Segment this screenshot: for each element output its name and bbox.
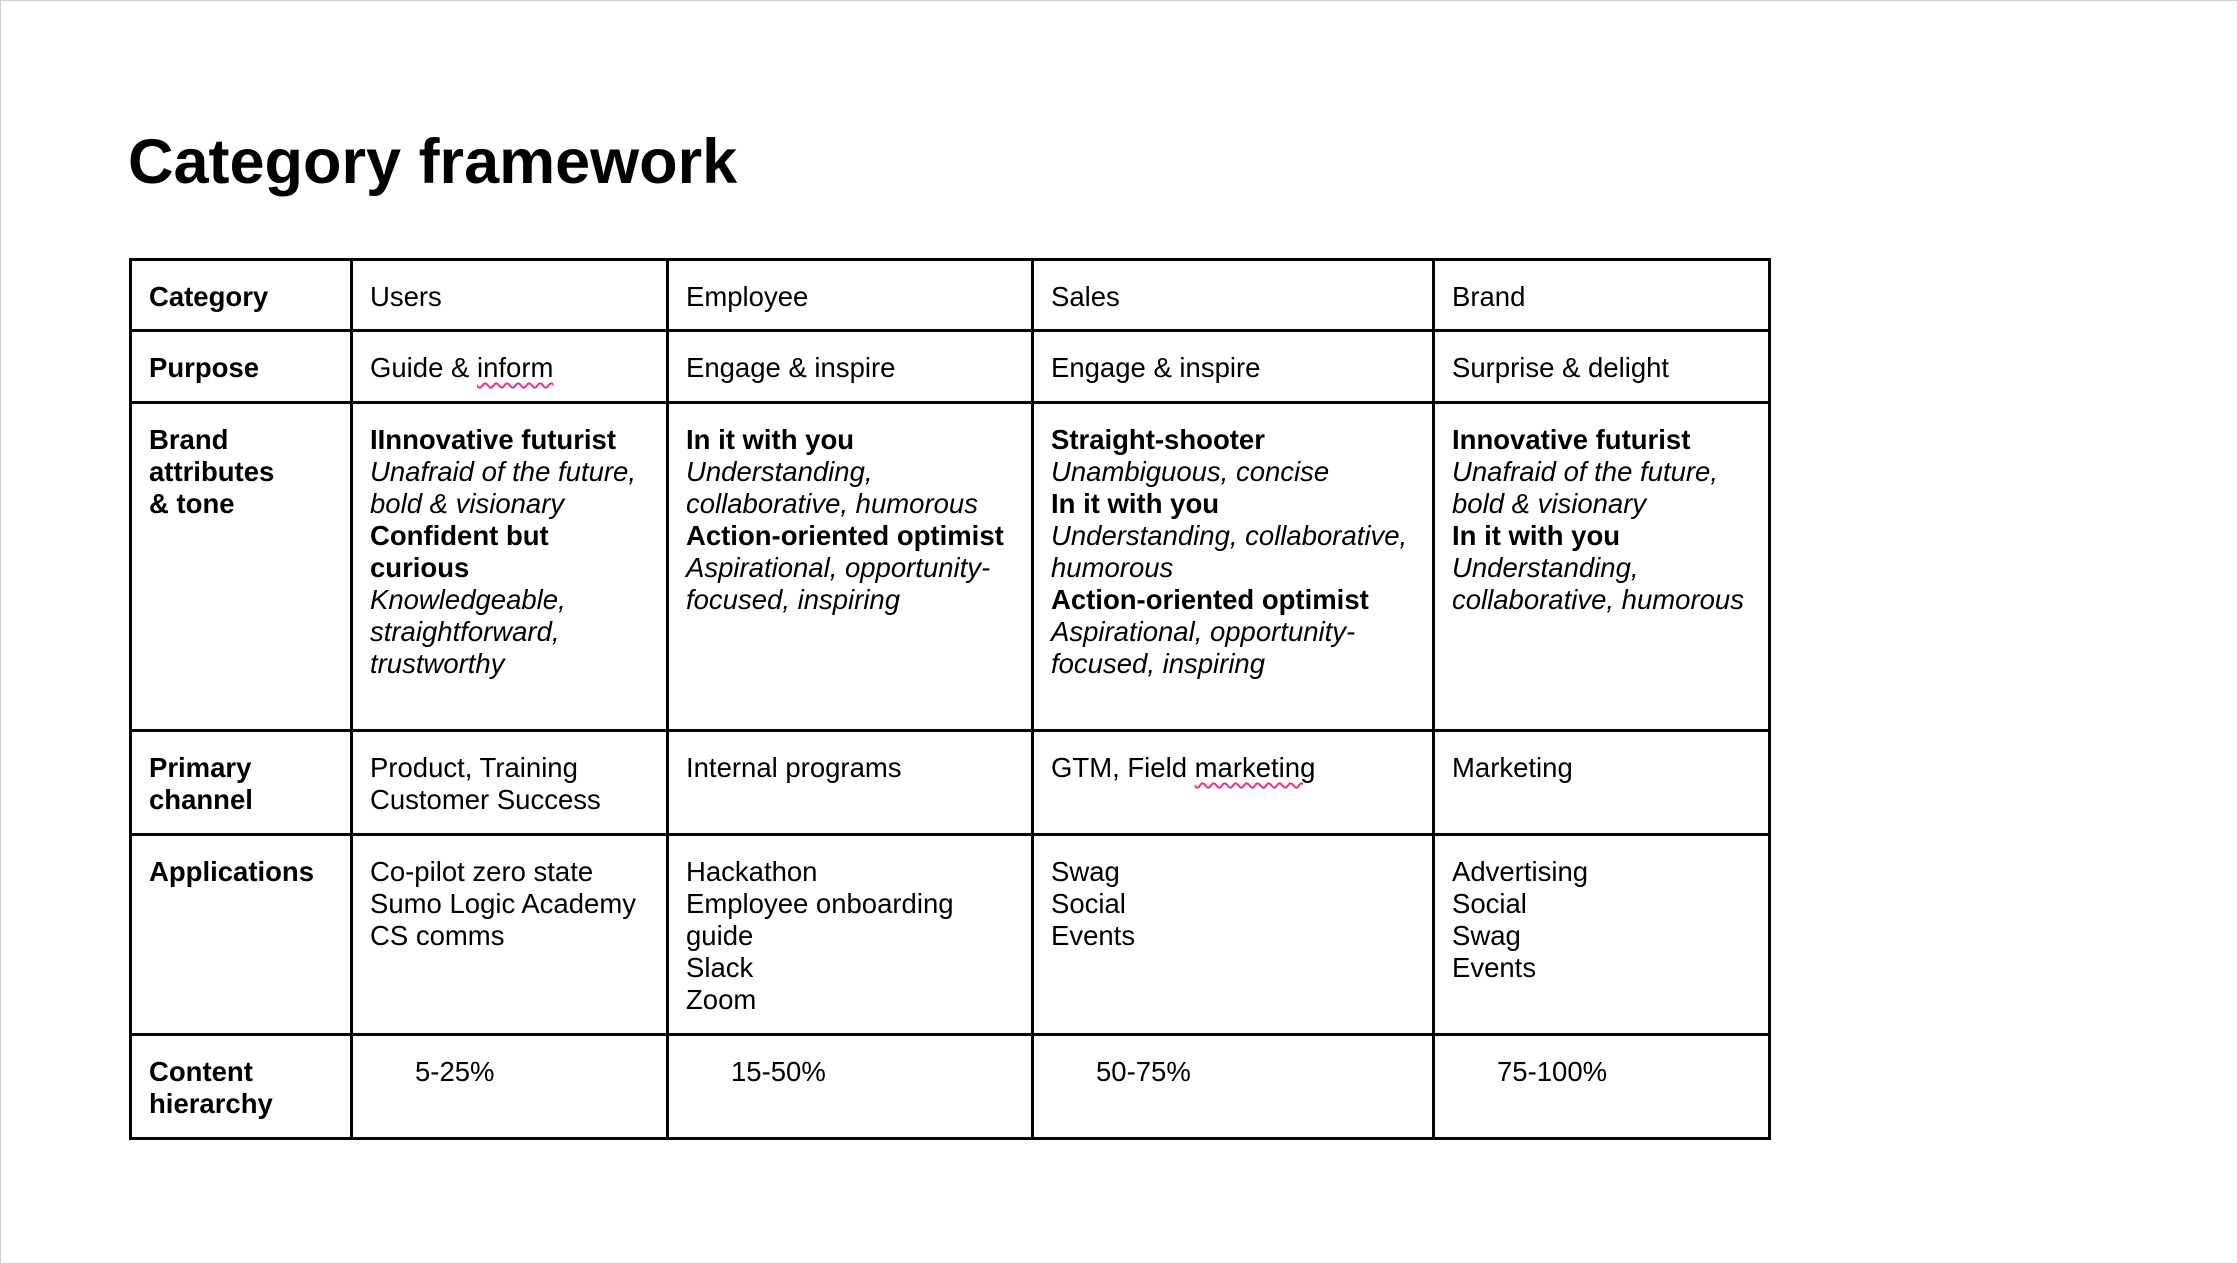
purpose-users[interactable] bbox=[352, 331, 668, 403]
row-label-category[interactable]: Category bbox=[131, 260, 352, 331]
table-row-primary-channel bbox=[131, 731, 1770, 835]
attribute-tone: Unafraid of the future, bold & visionary bbox=[370, 456, 636, 519]
purpose-sales[interactable]: Engage & inspire bbox=[1033, 331, 1434, 403]
application-item: Swag bbox=[1051, 856, 1120, 887]
label-line: Content bbox=[149, 1056, 253, 1087]
channel-line: Product, Training bbox=[370, 752, 578, 783]
application-item: Social bbox=[1452, 888, 1527, 919]
attribute-tone: Unafraid of the future, bold & visionary bbox=[1452, 456, 1718, 519]
column-header-users[interactable]: Users bbox=[352, 260, 668, 331]
attribute-name: Action-oriented optimist bbox=[1051, 584, 1369, 615]
attribute-name: Innovative futurist bbox=[1452, 424, 1691, 455]
applications-brand[interactable] bbox=[1434, 835, 1770, 1035]
applications-users[interactable] bbox=[352, 835, 668, 1035]
label-line: hierarchy bbox=[149, 1088, 273, 1119]
attribute-tone: Unambiguous, concise bbox=[1051, 456, 1330, 487]
application-item: Hackathon bbox=[686, 856, 818, 887]
channel-line: Customer Success bbox=[370, 784, 601, 815]
spellcheck-flagged-word[interactable]: inform bbox=[477, 352, 554, 383]
applications-sales[interactable] bbox=[1033, 835, 1434, 1035]
application-item: Co-pilot zero state bbox=[370, 856, 594, 887]
brand-attributes-sales[interactable] bbox=[1033, 403, 1434, 731]
row-label-content-hierarchy[interactable] bbox=[131, 1035, 352, 1139]
label-line: & tone bbox=[149, 488, 235, 519]
attribute-name: In it with you bbox=[1051, 488, 1220, 519]
category-framework-table bbox=[129, 258, 1771, 1140]
application-item: Events bbox=[1051, 920, 1136, 951]
purpose-employee[interactable]: Engage & inspire bbox=[668, 331, 1033, 403]
attribute-name: IInnovative futurist bbox=[370, 424, 616, 455]
application-item: CS comms bbox=[370, 920, 505, 951]
attribute-tone: Knowledgeable, straightforward, trustworthy bbox=[370, 584, 566, 679]
row-label-primary-channel[interactable] bbox=[131, 731, 352, 835]
table-row-category bbox=[131, 260, 1770, 331]
application-item: Swag bbox=[1452, 920, 1521, 951]
attribute-tone: Aspirational, opportunity-focused, inspiring bbox=[686, 552, 991, 615]
primary-channel-sales[interactable] bbox=[1033, 731, 1434, 835]
attribute-tone: Understanding, collaborative, humorous bbox=[1452, 552, 1744, 615]
purpose-brand[interactable]: Surprise & delight bbox=[1434, 331, 1770, 403]
label-line: Primary bbox=[149, 752, 252, 783]
table-row-applications bbox=[131, 835, 1770, 1035]
applications-employee[interactable] bbox=[668, 835, 1033, 1035]
primary-channel-sales-text: GTM, Field bbox=[1051, 752, 1195, 783]
attribute-name: In it with you bbox=[686, 424, 855, 455]
purpose-users-text: Guide & bbox=[370, 352, 478, 383]
label-line: attributes bbox=[149, 456, 275, 487]
spellcheck-flagged-word[interactable]: marketing bbox=[1194, 752, 1316, 783]
attribute-name: Action-oriented optimist bbox=[686, 520, 1004, 551]
table-row-purpose bbox=[131, 331, 1770, 403]
attribute-name: Straight-shooter bbox=[1051, 424, 1265, 455]
row-label-applications[interactable]: Applications bbox=[131, 835, 352, 1035]
attribute-tone: Understanding, collaborative, humorous bbox=[1051, 520, 1408, 583]
table-row-content-hierarchy bbox=[131, 1035, 1770, 1139]
content-hierarchy-sales[interactable]: 50-75% bbox=[1033, 1035, 1434, 1139]
slide-title[interactable]: Category framework bbox=[128, 127, 738, 197]
application-item: Social bbox=[1051, 888, 1126, 919]
brand-attributes-users[interactable] bbox=[352, 403, 668, 731]
attribute-tone: Understanding, collaborative, humorous bbox=[686, 456, 978, 519]
label-line: Brand bbox=[149, 424, 229, 455]
content-hierarchy-brand[interactable]: 75-100% bbox=[1434, 1035, 1770, 1139]
primary-channel-employee[interactable]: Internal programs bbox=[668, 731, 1033, 835]
content-hierarchy-users[interactable]: 5-25% bbox=[352, 1035, 668, 1139]
application-item: Zoom bbox=[686, 984, 757, 1015]
application-item: Sumo Logic Academy bbox=[370, 888, 636, 919]
table-row-brand-attributes bbox=[131, 403, 1770, 731]
primary-channel-brand[interactable]: Marketing bbox=[1434, 731, 1770, 835]
row-label-brand-attributes[interactable] bbox=[131, 403, 352, 731]
brand-attributes-employee[interactable] bbox=[668, 403, 1033, 731]
row-label-purpose[interactable]: Purpose bbox=[131, 331, 352, 403]
attribute-tone: Aspirational, opportunity-focused, inspiring bbox=[1051, 616, 1356, 679]
column-header-employee[interactable]: Employee bbox=[668, 260, 1033, 331]
attribute-name: In it with you bbox=[1452, 520, 1621, 551]
content-hierarchy-employee[interactable]: 15-50% bbox=[668, 1035, 1033, 1139]
application-item: Events bbox=[1452, 952, 1537, 983]
application-item: Advertising bbox=[1452, 856, 1589, 887]
brand-attributes-brand[interactable] bbox=[1434, 403, 1770, 731]
column-header-brand[interactable]: Brand bbox=[1434, 260, 1770, 331]
label-line: channel bbox=[149, 784, 253, 815]
attribute-name: Confident but curious bbox=[370, 520, 549, 583]
column-header-sales[interactable]: Sales bbox=[1033, 260, 1434, 331]
application-item: Slack bbox=[686, 952, 754, 983]
primary-channel-users[interactable] bbox=[352, 731, 668, 835]
application-item: Employee onboarding guide bbox=[686, 888, 954, 951]
